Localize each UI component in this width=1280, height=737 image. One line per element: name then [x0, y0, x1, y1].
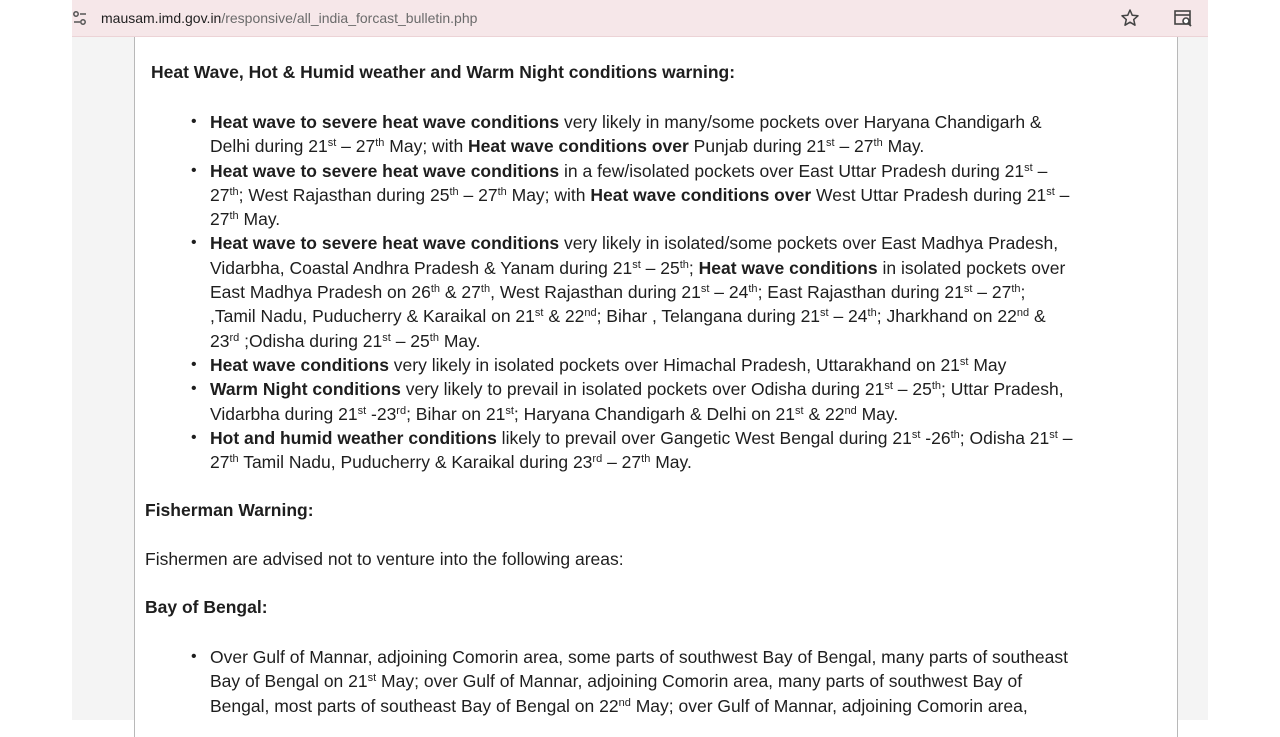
bay-of-bengal-heading: Bay of Bengal:	[145, 597, 268, 617]
page-margin-left	[72, 37, 134, 720]
fisherman-warning-heading: Fisherman Warning:	[145, 500, 314, 520]
list-item-line: ,Tamil Nadu, Puducherry & Karaikal on 21st & 22nd; Bihar , Telangana during 21st – 24th; Jharkhand on 22nd &	[210, 306, 1046, 327]
list-item-line: 23rd ;Odisha during 21st – 25th May.	[210, 330, 481, 351]
list-item-line: • Heat wave to severe heat wave conditions very likely in isolated/some pockets over East Madhya Pradesh,	[210, 233, 1059, 254]
list-item	[210, 353, 1180, 377]
heat-warning-list	[210, 110, 1180, 474]
site-info-icon[interactable]	[72, 9, 88, 27]
url-host: mausam.imd.gov.in	[101, 10, 222, 26]
list-item-line: East Madhya Pradesh on 26th & 27th, West Rajasthan during 21st – 24th; East Rajasthan during 21st – 27th;	[210, 282, 1026, 303]
list-item-line: • Heat wave conditions very likely in isolated pockets over Himachal Pradesh, Uttarakhand on 21st May	[210, 354, 1007, 375]
page-margin-right	[1178, 37, 1208, 720]
fisherman-advice-text: Fishermen are advised not to venture into the following areas:	[145, 549, 624, 569]
url-path: /responsive/all_india_forcast_bulletin.php	[221, 10, 478, 26]
list-item	[210, 110, 1180, 159]
list-item-line: 27th; West Rajasthan during 25th – 27th May; with Heat wave conditions over West Uttar Pradesh during 21st –	[210, 184, 1070, 205]
list-item-line: 27th Tamil Nadu, Puducherry & Karaikal during 23rd – 27th May.	[210, 452, 692, 473]
list-item-line: • Warm Night conditions very likely to prevail in isolated pockets over Odisha during 21st – 25th; Uttar Pradesh,	[210, 379, 1064, 400]
list-item	[210, 231, 1180, 352]
fisherman-area-list	[210, 645, 1180, 718]
list-item-line: • Over Gulf of Mannar, adjoining Comorin area, some parts of southwest Bay of Bengal, many parts of southeast	[210, 647, 1068, 667]
list-item	[210, 377, 1180, 426]
bookmark-star-icon[interactable]	[1120, 8, 1140, 28]
list-item-line: • Heat wave to severe heat wave conditions in a few/isolated pockets over East Uttar Pradesh during 21st –	[210, 160, 1048, 181]
url-text[interactable]	[101, 9, 477, 27]
list-item-line: Bay of Bengal on 21st May; over Gulf of Mannar, adjoining Comorin area, many parts of southwest Bay of	[210, 671, 1023, 692]
list-item-line: Delhi during 21st – 27th May; with Heat wave conditions over Punjab during 21st – 27th May.	[210, 136, 925, 157]
heat-wave-heading: Heat Wave, Hot & Humid weather and Warm Night conditions warning:	[151, 62, 736, 82]
list-item-line: Vidarbha during 21st -23rd; Bihar on 21st; Haryana Chandigarh & Delhi on 21st & 22nd May.	[210, 403, 899, 424]
list-item-line: 27th May.	[210, 209, 281, 230]
list-item	[210, 426, 1180, 475]
list-item-line: Bengal, most parts of southeast Bay of Bengal on 22nd May; over Gulf of Mannar, adjoining Comorin area,	[210, 695, 1028, 716]
list-item-line: • Hot and humid weather conditions likely to prevail over Gangetic West Bengal during 21st -26th; Odisha 21st –	[210, 427, 1073, 448]
list-item-line: Vidarbha, Coastal Andhra Pradesh & Yanam during 21st – 25th; Heat wave conditions in isolated pockets over	[210, 257, 1066, 278]
list-item	[210, 645, 1180, 718]
list-item	[210, 159, 1180, 232]
list-item-line: • Heat wave to severe heat wave conditions very likely in many/some pockets over Haryana Chandigarh &	[210, 112, 1042, 132]
side-panel-icon[interactable]	[1173, 8, 1193, 28]
